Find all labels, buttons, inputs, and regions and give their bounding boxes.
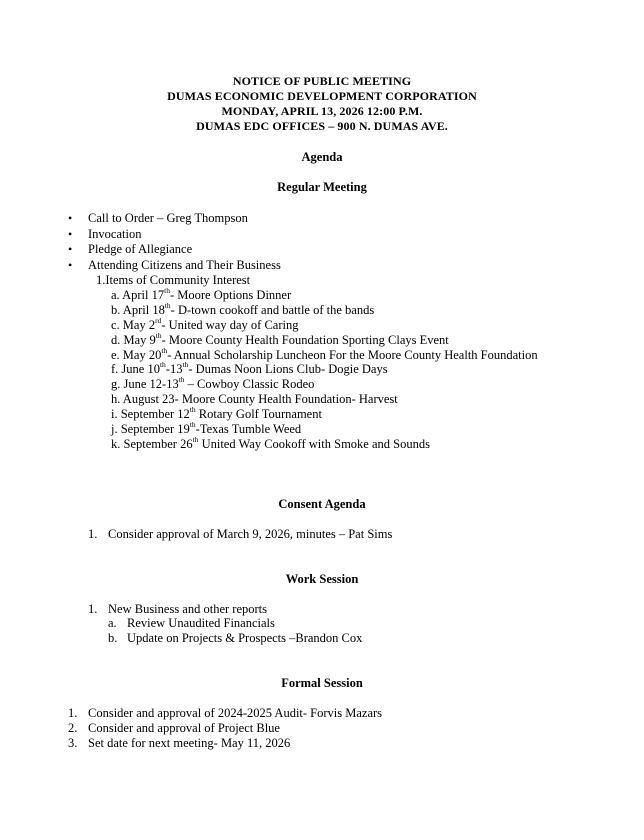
work-sub-item-text: Update on Projects & Prospects –Brandon Cox xyxy=(127,631,363,645)
community-item: c. May 2rd- United way day of Caring xyxy=(111,315,299,332)
list-item: Invocation xyxy=(88,227,142,241)
meeting-location: DUMAS EDC OFFICES – 900 N. DUMAS AVE. xyxy=(196,119,448,133)
bullet-icon: • xyxy=(68,227,73,241)
bullet-icon: • xyxy=(68,242,73,256)
bullet-icon: • xyxy=(68,258,73,272)
list-item: Pledge of Allegiance xyxy=(88,242,193,256)
consent-item-text: Consider approval of March 9, 2026, minutes – Pat Sims xyxy=(108,527,393,541)
formal-item-number: 3. xyxy=(68,736,78,750)
regular-meeting-heading: Regular Meeting xyxy=(277,180,367,194)
consent-agenda-heading: Consent Agenda xyxy=(278,497,366,511)
community-item: i. September 12th Rotary Golf Tournament xyxy=(111,404,322,421)
formal-session-heading: Formal Session xyxy=(281,676,363,690)
formal-item-text: Consider and approval of Project Blue xyxy=(88,721,280,735)
community-item: h. August 23- Moore County Health Foundation- Harvest xyxy=(111,392,398,406)
formal-item-number: 1. xyxy=(68,706,78,720)
formal-item-number: 2. xyxy=(68,721,78,735)
community-item: g. June 12-13th – Cowboy Classic Rodeo xyxy=(111,374,315,391)
community-item: j. September 19th-Texas Tumble Weed xyxy=(111,419,302,436)
community-item: b. April 18th- D-town cookoff and battle of the bands xyxy=(111,300,375,317)
community-interest-heading: 1.Items of Community Interest xyxy=(96,273,251,287)
community-item: k. September 26th United Way Cookoff with Smoke and Sounds xyxy=(111,434,430,451)
bullet-icon: • xyxy=(68,211,73,225)
organization-name: DUMAS ECONOMIC DEVELOPMENT CORPORATION xyxy=(167,89,477,103)
work-item-text: New Business and other reports xyxy=(108,602,267,616)
list-item: Attending Citizens and Their Business xyxy=(88,258,281,272)
list-item: Call to Order – Greg Thompson xyxy=(88,211,248,225)
community-item: f. June 10th-13th- Dumas Noon Lions Club- Dogie Days xyxy=(111,359,388,376)
meeting-datetime: MONDAY, APRIL 13, 2026 12:00 P.M. xyxy=(221,104,423,118)
formal-item-text: Set date for next meeting- May 11, 2026 xyxy=(88,736,291,750)
work-sub-item-letter: b. xyxy=(108,631,118,645)
agenda-heading: Agenda xyxy=(301,150,343,164)
community-item: a. April 17th- Moore Options Dinner xyxy=(111,285,292,302)
work-item-number: 1. xyxy=(88,602,98,616)
community-item: d. May 9th- Moore County Health Foundation Sporting Clays Event xyxy=(111,330,449,347)
notice-title: NOTICE OF PUBLIC MEETING xyxy=(232,74,412,88)
community-item: e. May 20th- Annual Scholarship Luncheon For the Moore County Health Foundation xyxy=(111,345,538,362)
formal-item-text: Consider and approval of 2024-2025 Audit- Forvis Mazars xyxy=(88,706,383,720)
work-sub-item-letter: a. xyxy=(108,616,117,630)
work-session-heading: Work Session xyxy=(285,572,359,586)
consent-item-number: 1. xyxy=(88,527,98,541)
work-sub-item-text: Review Unaudited Financials xyxy=(127,616,275,630)
